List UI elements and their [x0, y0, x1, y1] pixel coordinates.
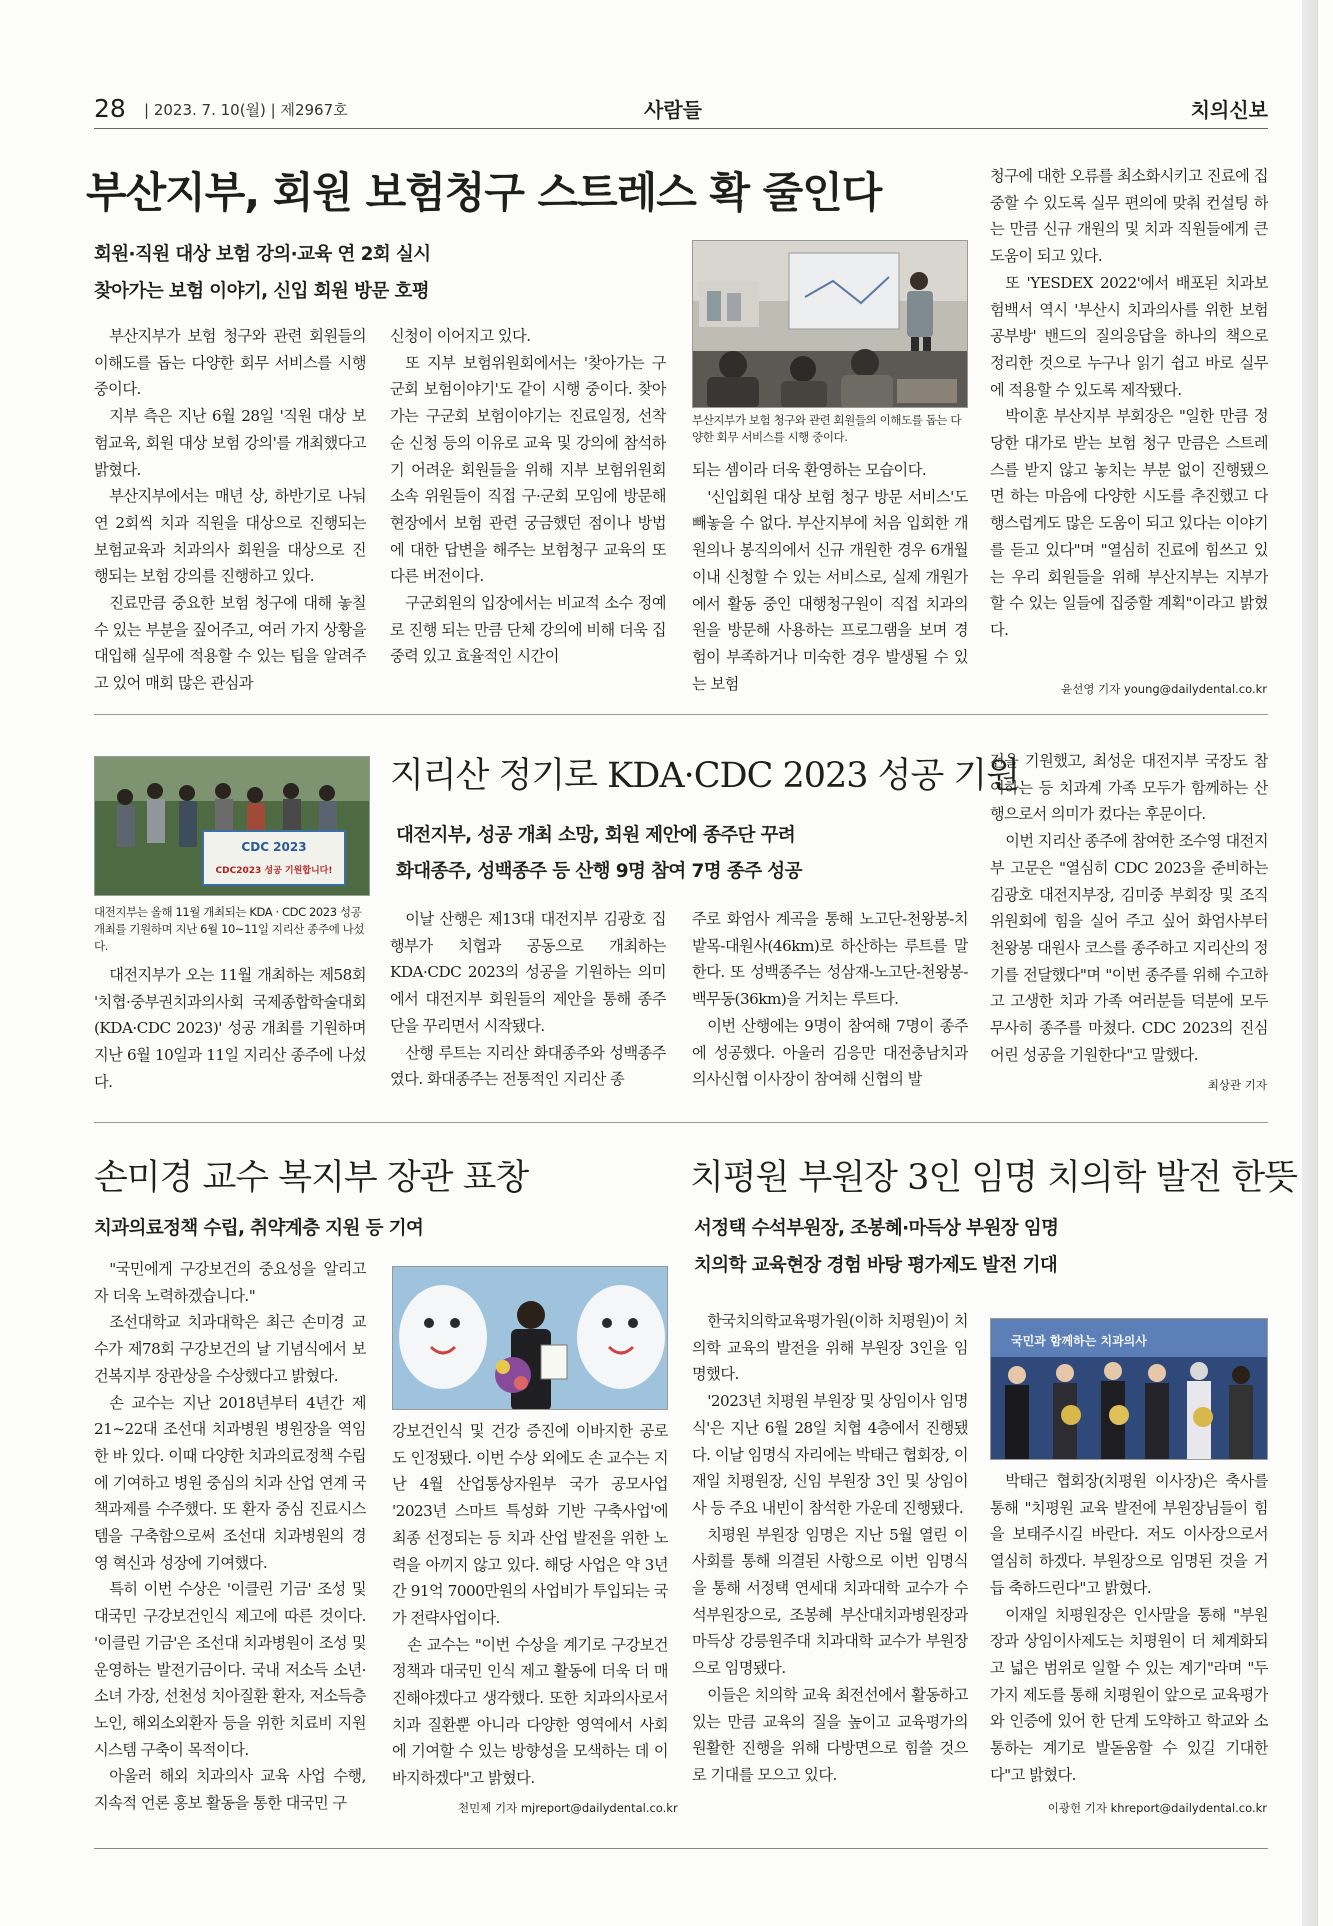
paragraph: '신입회원 대상 보험 청구 방문 서비스'도 빼놓을 수 없다. 부산지부에 처음 입회한 개원의나 봉직의에서 신규 개원한 경우 6개월 이내 신청할 수 있는 서비스로, 실제 개원가에서 활동 중인 대행청구원이 직접 치과의원을 방문해 사용하는 프로그램을 보며 경험이 부족하거나 미숙한 경우 발생될 수 있는 보험: [692, 487, 968, 693]
article4-byline: 이광헌 기자 khreport@dailydental.co.kr: [1047, 1801, 1267, 1815]
banner-text-1: CDC 2023: [241, 840, 307, 854]
article2-column-2: [390, 906, 666, 1100]
paragraph: 대전지부가 오는 11월 개최하는 제58회 '치협·중부권치과의사회 국제종합학술대회(KDA·CDC 2023)' 성공 개최를 기원하며 지난 6월 10일과 11일 지리산 종주에 나섰다.: [94, 966, 366, 1091]
issue-meta: | 2023. 7. 10(월) | 제2967호: [144, 101, 348, 119]
page-number: 28: [94, 94, 126, 123]
paragraph: 박이훈 부산지부 부회장은 "일한 만큼 정당한 대가로 받는 보험 청구 만큼은 스트레스를 받지 않고 놓치는 부분 없이 진행됐으면 하는 마음에 다양한 시도를 추진했고 다행스럽게도 많은 도움이 되고 있다는 이야기를 듣고 있다"며 "열심히 진료에 힘쓰고 있는 우리 회원들을 위해 부산지부는 지부가 할 수 있는 일들에 집중할 계획"이라고 밝혔다.: [990, 407, 1268, 639]
paragraph: "국민에게 구강보건의 중요성을 알리고자 더욱 노력하겠습니다.": [94, 1260, 366, 1305]
hiking-group-image: [95, 757, 370, 896]
paragraph: 산행 루트는 지리산 화대종주와 성백종주였다. 화대종주는 전통적인 지리산 종: [390, 1043, 666, 1089]
paragraph: 부산지부가 보험 청구와 관련 회원들의 이해도를 돕는 다양한 회무 서비스를 시행 중이다.: [94, 327, 366, 399]
paragraph: 치평원 부원장 임명은 지난 5월 열린 이사회를 통해 의결된 사항으로 이번 임명식을 통해 서정택 연세대 치과대학 교수가 수석부원장으로, 조봉혜 부산대치과병원장과 마득상 강릉원주대 치과대학 교수가 부원장으로 임명됐다.: [692, 1525, 968, 1678]
paragraph: '2023년 치평원 부원장 및 상임이사 임명식'은 지난 6월 28일 치협 4층에서 진행됐다. 이날 임명식 자리에는 박태근 협회장, 이재일 치평원장, 신임 부원장 3인 및 상임이사 등 주요 내빈이 참석한 가운데 진행됐다.: [692, 1392, 968, 1517]
article2-photo-caption: 대전지부는 올해 11월 개최되는 KDA · CDC 2023 성공 개최를 기원하며 지난 6월 10~11일 지리산 종주에 나섰다.: [94, 905, 365, 953]
article1-column-3: [692, 457, 968, 703]
article3-subheads: [94, 1210, 423, 1247]
paragraph: 특히 이번 수상은 '이클린 기금' 조성 및 대국민 구강보건인식 제고에 따른 것이다. '이클린 기금'은 조선대 치과병원이 조성 및 운영하는 발전기금이다. 국내 저소득 소년·소녀 가장, 선천성 치아질환 환자, 저소득층 노인, 해외소외환자 등을 위한 치료비 지원시스템 구축이 목적이다.: [94, 1580, 366, 1759]
article-divider: [94, 714, 1268, 715]
section-title: 사람들: [644, 98, 702, 122]
article1-headline: 부산지부, 회원 보험청구 스트레스 확 줄인다: [86, 168, 882, 217]
paragraph: 진료만큼 중요한 보험 청구에 대해 놓칠 수 있는 부분을 짚어주고, 여러 가지 상황을 대입해 실무에 적용할 수 있는 팁을 알려주고 있어 매회 많은 관심과: [94, 594, 366, 693]
article4-headline: 치평원 부원장 3인 임명 치의학 발전 한뜻: [690, 1158, 1297, 1198]
article3-subhead-1: 치과의료정책 수립, 취약계층 지원 등 기여: [94, 1218, 424, 1239]
article2-subheads: [396, 818, 802, 890]
paragraph: 청구에 대한 오류를 최소화시키고 진료에 집중할 수 있도록 실무 편의에 맞춰 컨설팅 하는 만큼 신규 개원의 및 치과 직원들에게 큰 도움이 되고 있다.: [990, 167, 1268, 266]
paragraph: 손 교수는 "이번 수상을 계기로 구강보건정책과 대국민 인식 제고 활동에 더욱 더 매진해야겠다고 생각했다. 또한 치과의사로서 치과 질환뿐 아니라 다양한 영역에서 사회에 기여할 수 있는 방향성을 모색하는 데 이바지하겠다"고 밝혔다.: [392, 1635, 668, 1788]
paragraph: 한국치의학교육평가원(이하 치평원)이 치의학 교육의 발전을 위해 부원장 3인을 임명했다.: [692, 1312, 968, 1384]
article2-column-1: [94, 962, 366, 1098]
paragraph: 또 지부 보험위원회에서는 '찾아가는 구군회 보험이야기'도 같이 시행 중이다. 찾아가는 구군회 보험이야기는 진료일정, 선착순 신청 등의 이유로 교육 및 강의에 참석하기 어려운 회원들을 위해 지부 보험위원회 소속 위원들이 직접 구·군회 모임에 방문해 현장에서 보험 관련 궁금했던 점이나 방법에 대한 답변을 해주는 보험청구 교육의 또 다른 버전이다.: [390, 353, 666, 586]
article-divider: [94, 1122, 1268, 1123]
article4-subheads: [694, 1210, 1058, 1284]
article4-subhead-2: 치의학 교육현장 경험 바탕 평가제도 발전 기대: [694, 1255, 1058, 1276]
paragraph: 조선대학교 치과대학은 최근 손미경 교수가 제78회 구강보건의 날 기념식에서 보건복지부 장관상을 수상했다고 밝혔다.: [94, 1313, 366, 1385]
paragraph: 주로 화엄사 계곡을 통해 노고단-천왕봉-치밭목-대원사(46km)로 하산하는 루트를 말한다. 또 성백종주는 성삼재-노고단-천왕봉-백무동(36km)을 거치는 루트다.: [692, 910, 968, 1009]
article1-subheads: [94, 236, 431, 310]
article1-subhead-1: 회원·직원 대상 보험 강의·교육 연 2회 실시: [94, 244, 431, 265]
banner-text-2: CDC2023 성공 기원합니다!: [215, 866, 333, 876]
article2-byline: 최상관 기자: [1207, 1078, 1267, 1092]
article4-column-1: [692, 1308, 968, 1822]
article1-subhead-2: 찾아가는 보험 이야기, 신입 회원 방문 호평: [94, 281, 430, 302]
paragraph: 이번 산행에는 9명이 참여해 7명이 종주에 성공했다. 아울러 김응만 대전충남치과의사신협 이사장이 참여해 신협의 발: [692, 1016, 968, 1089]
article2-column-4: [990, 748, 1268, 1092]
article3-photo-award: [392, 1266, 668, 1410]
article3-column-2: [392, 1418, 668, 1788]
paragraph: 구군회원의 입장에서는 비교적 소수 정예로 진행 되는 만큼 단체 강의에 비해 더욱 집중력 있고 효율적인 시간이: [390, 594, 666, 666]
article4-photo-appointment: [990, 1318, 1268, 1460]
page-header: [94, 94, 1268, 126]
article4-column-2: [990, 1468, 1268, 1792]
paragraph: 신청이 이어지고 있다.: [390, 327, 531, 345]
paragraph: 되는 셈이라 더욱 환영하는 모습이다.: [692, 461, 927, 479]
article1-photo-lecture: [692, 240, 968, 408]
award-ceremony-image: [393, 1267, 668, 1410]
paragraph: 이들은 치의학 교육 최전선에서 활동하고 있는 만큼 교육의 질을 높이고 교육평가의 원활한 진행을 위해 다방면으로 힘쓸 것으로 기대를 모으고 있다.: [692, 1685, 968, 1784]
lecture-scene-image: [693, 241, 968, 408]
footer-rule: [94, 1848, 1268, 1849]
paragraph: 전을 기원했고, 최성운 대전지부 국장도 참여하는 등 치과계 가족 모두가 함께하는 산행으로서 의미가 컸다는 후문이다.: [990, 752, 1268, 824]
article2-column-3: [692, 906, 968, 1100]
article3-headline: 손미경 교수 복지부 장관 표창: [94, 1158, 529, 1198]
paragraph: 박태근 협회장(치평원 이사장)은 축사를 통해 "치평원 교육 발전에 부원장님들이 힘을 보태주시길 바란다. 저도 이사장으로서 열심히 하겠다. 부원장으로 임명된 것을 거듭 축하드린다"고 밝혔다.: [990, 1472, 1268, 1597]
newspaper-page: [6, 0, 1318, 1926]
article4-subhead-1: 서정택 수석부원장, 조봉혜·마득상 부원장 임명: [694, 1218, 1059, 1239]
article1-photo-caption: 부산지부가 보험 청구와 관련 회원들의 이해도를 돕는 다양한 회무 서비스를 시행 중이다.: [692, 413, 962, 444]
paragraph: 지부 측은 지난 6월 28일 '직원 대상 보험교육, 회원 대상 보험 강의'를 개최했다고 밝혔다.: [94, 407, 366, 479]
banner-text: 국민과 함께하는 치과의사: [1011, 1334, 1147, 1348]
article3-column-1: [94, 1256, 366, 1822]
article3-byline: 천민제 기자 mjreport@dailydental.co.kr: [458, 1801, 678, 1815]
article2-subhead-1: 대전지부, 성공 개최 소망, 회원 제안에 종주단 꾸려: [396, 825, 796, 846]
page-spine: [1302, 0, 1317, 1926]
article1-byline: 윤선영 기자 young@dailydental.co.kr: [1061, 682, 1267, 696]
paragraph: 이번 지리산 종주에 참여한 조수영 대전지부 고문은 "열심히 CDC 2023을 준비하는 김광호 대전지부장, 김미중 부회장 및 조직위원회에 힘을 실어 주고 싶어 화엄사부터 천왕봉 대원사 코스를 종주하고 지리산의 정기를 전달했다"며 "이번 종주를 위해 수고하고 고생한 치과 가족 여러분들 덕분에 모두 무사히 종주를 마쳤다. CDC 2023의 진심 어린 성공을 기원한다"고 말했다.: [990, 832, 1268, 1064]
article2-subhead-2: 화대종주, 성백종주 등 산행 9명 참여 7명 종주 성공: [396, 861, 802, 882]
article1-column-1: [94, 323, 366, 703]
article2-photo-hiking-group: [94, 756, 370, 896]
paragraph: 아울러 해외 치과의사 교육 사업 수행, 지속적 언론 홍보 활동을 통한 대국민 구: [94, 1767, 366, 1813]
paragraph: 손 교수는 지난 2018년부터 4년간 제21~22대 조선대 치과병원 병원장을 역임한 바 있다. 이때 다양한 치과의료정책 수립에 기여하고 병원 중심의 치과 산업 연계 국책과제를 수주했다. 또 환자 중심 진료시스템을 구축함으로써 조선대 치과병원의 경영 혁신과 성장에 기여했다.: [94, 1393, 366, 1572]
article2-headline: 지리산 정기로 KDA·CDC 2023 성공 기원: [390, 756, 1020, 796]
paragraph: 강보건인식 및 건강 증진에 이바지한 공로도 인정됐다. 이번 수상 외에도 손 교수는 지난 4월 산업통상자원부 국가 공모사업 '2023년 스마트 특성화 기반 구축사업'에 최종 선정되는 등 치과 산업 발전을 위한 노력을 아끼지 않고 있다. 해당 사업은 약 3년간 91억 7000만원의 사업비가 투입되는 국가 전략사업이다.: [392, 1422, 668, 1627]
article1-column-4: [990, 163, 1268, 678]
paragraph: 부산지부에서는 매년 상, 하반기로 나눠 연 2회씩 치과 직원을 대상으로 진행되는 보험교육과 치과의사 회원을 대상으로 진행되는 보험 강의를 진행하고 있다.: [94, 487, 366, 586]
article1-column-2: [390, 323, 666, 703]
newspaper-brand: 치의신보: [1190, 98, 1268, 122]
appointment-ceremony-image: [991, 1319, 1268, 1460]
paragraph: 이재일 치평원장은 인사말을 통해 "부원장과 상임이사제도는 치평원이 더 체계화되고 넓은 범위로 일할 수 있는 계기"라며 "두 가지 제도를 통해 치평원이 앞으로 교육평가와 인증에 있어 한 단계 도약하고 학교와 소통하는 계기로 발돋움할 수 있길 기대한다"고 밝혔다.: [990, 1605, 1268, 1784]
header-rule: [94, 128, 1268, 129]
paragraph: 이날 산행은 제13대 대전지부 김광호 집행부가 치협과 공동으로 개최하는 KDA·CDC 2023의 성공을 기원하는 의미에서 대전지부 회원들의 제안을 통해 종주단을 꾸리면서 시작됐다.: [390, 910, 666, 1035]
paragraph: 또 'YESDEX 2022'에서 배포된 치과보험백서 역시 '부산시 치과의사를 위한 보험공부방' 밴드의 질의응답을 하나의 책으로 정리한 것으로 누구나 읽기 쉽고 바로 실무에 적용할 수 있도록 제작됐다.: [990, 273, 1268, 399]
